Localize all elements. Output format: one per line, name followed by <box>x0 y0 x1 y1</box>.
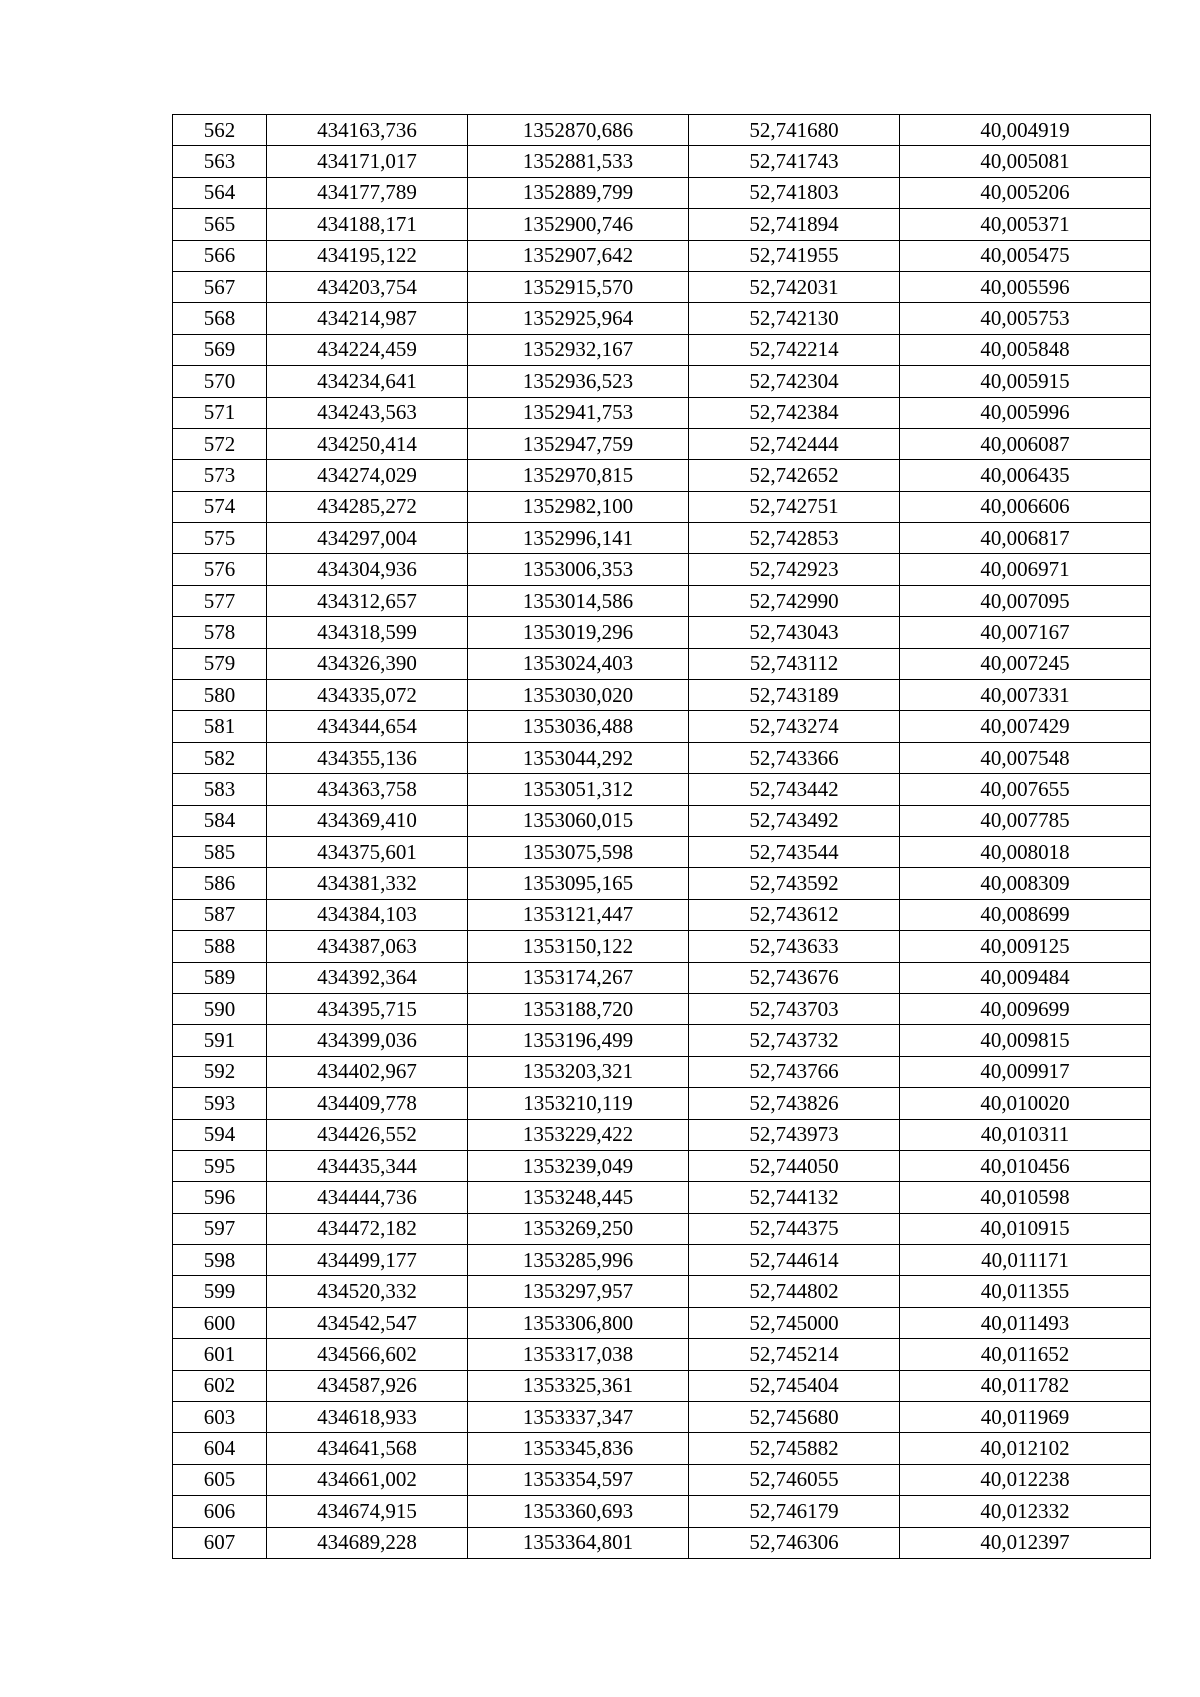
table-row <box>173 774 1151 805</box>
table-row <box>173 366 1151 397</box>
latitude-cell: 52,746055 <box>689 1464 900 1495</box>
point-number-cell: 597 <box>173 1213 267 1244</box>
x-coordinate-cell: 434355,136 <box>267 742 468 773</box>
longitude-cell: 40,010311 <box>900 1119 1151 1150</box>
y-coordinate-cell: 1353297,957 <box>468 1276 689 1307</box>
x-coordinate-cell: 434472,182 <box>267 1213 468 1244</box>
latitude-cell: 52,741955 <box>689 240 900 271</box>
point-number-cell: 606 <box>173 1496 267 1527</box>
x-coordinate-cell: 434392,364 <box>267 962 468 993</box>
point-number-cell: 591 <box>173 1025 267 1056</box>
x-coordinate-cell: 434304,936 <box>267 554 468 585</box>
latitude-cell: 52,743544 <box>689 836 900 867</box>
table-row <box>173 460 1151 491</box>
point-number-cell: 571 <box>173 397 267 428</box>
table-row <box>173 1056 1151 1087</box>
longitude-cell: 40,011969 <box>900 1402 1151 1433</box>
table-row <box>173 554 1151 585</box>
longitude-cell: 40,006606 <box>900 491 1151 522</box>
x-coordinate-cell: 434363,758 <box>267 774 468 805</box>
y-coordinate-cell: 1353248,445 <box>468 1182 689 1213</box>
longitude-cell: 40,005996 <box>900 397 1151 428</box>
x-coordinate-cell: 434250,414 <box>267 428 468 459</box>
table-row <box>173 868 1151 899</box>
latitude-cell: 52,745680 <box>689 1402 900 1433</box>
longitude-cell: 40,006435 <box>900 460 1151 491</box>
point-number-cell: 583 <box>173 774 267 805</box>
point-number-cell: 579 <box>173 648 267 679</box>
point-number-cell: 563 <box>173 146 267 177</box>
y-coordinate-cell: 1352996,141 <box>468 523 689 554</box>
y-coordinate-cell: 1353075,598 <box>468 836 689 867</box>
longitude-cell: 40,011782 <box>900 1370 1151 1401</box>
latitude-cell: 52,743274 <box>689 711 900 742</box>
point-number-cell: 595 <box>173 1150 267 1181</box>
point-number-cell: 564 <box>173 177 267 208</box>
longitude-cell: 40,011493 <box>900 1307 1151 1338</box>
y-coordinate-cell: 1353210,119 <box>468 1088 689 1119</box>
x-coordinate-cell: 434369,410 <box>267 805 468 836</box>
y-coordinate-cell: 1353345,836 <box>468 1433 689 1464</box>
latitude-cell: 52,743592 <box>689 868 900 899</box>
point-number-cell: 586 <box>173 868 267 899</box>
x-coordinate-cell: 434384,103 <box>267 899 468 930</box>
longitude-cell: 40,005206 <box>900 177 1151 208</box>
y-coordinate-cell: 1353317,038 <box>468 1339 689 1370</box>
longitude-cell: 40,010456 <box>900 1150 1151 1181</box>
table-row <box>173 1182 1151 1213</box>
table-row <box>173 271 1151 302</box>
table-row <box>173 1150 1151 1181</box>
latitude-cell: 52,743766 <box>689 1056 900 1087</box>
point-number-cell: 562 <box>173 115 267 146</box>
longitude-cell: 40,012332 <box>900 1496 1151 1527</box>
x-coordinate-cell: 434661,002 <box>267 1464 468 1495</box>
document-page <box>172 114 1151 1559</box>
y-coordinate-cell: 1353060,015 <box>468 805 689 836</box>
point-number-cell: 607 <box>173 1527 267 1558</box>
x-coordinate-cell: 434566,602 <box>267 1339 468 1370</box>
point-number-cell: 565 <box>173 209 267 240</box>
y-coordinate-cell: 1352881,533 <box>468 146 689 177</box>
table-row <box>173 1119 1151 1150</box>
x-coordinate-cell: 434312,657 <box>267 585 468 616</box>
latitude-cell: 52,743043 <box>689 617 900 648</box>
longitude-cell: 40,006971 <box>900 554 1151 585</box>
latitude-cell: 52,745404 <box>689 1370 900 1401</box>
x-coordinate-cell: 434163,736 <box>267 115 468 146</box>
table-row <box>173 491 1151 522</box>
x-coordinate-cell: 434402,967 <box>267 1056 468 1087</box>
latitude-cell: 52,743826 <box>689 1088 900 1119</box>
y-coordinate-cell: 1352915,570 <box>468 271 689 302</box>
longitude-cell: 40,010598 <box>900 1182 1151 1213</box>
longitude-cell: 40,007429 <box>900 711 1151 742</box>
y-coordinate-cell: 1352932,167 <box>468 334 689 365</box>
longitude-cell: 40,007167 <box>900 617 1151 648</box>
longitude-cell: 40,006087 <box>900 428 1151 459</box>
y-coordinate-cell: 1353325,361 <box>468 1370 689 1401</box>
longitude-cell: 40,007655 <box>900 774 1151 805</box>
latitude-cell: 52,744614 <box>689 1245 900 1276</box>
x-coordinate-cell: 434674,915 <box>267 1496 468 1527</box>
x-coordinate-cell: 434297,004 <box>267 523 468 554</box>
y-coordinate-cell: 1353095,165 <box>468 868 689 899</box>
x-coordinate-cell: 434520,332 <box>267 1276 468 1307</box>
latitude-cell: 52,742923 <box>689 554 900 585</box>
point-number-cell: 573 <box>173 460 267 491</box>
x-coordinate-cell: 434203,754 <box>267 271 468 302</box>
table-row <box>173 240 1151 271</box>
y-coordinate-cell: 1353337,347 <box>468 1402 689 1433</box>
longitude-cell: 40,005848 <box>900 334 1151 365</box>
x-coordinate-cell: 434435,344 <box>267 1150 468 1181</box>
longitude-cell: 40,009699 <box>900 993 1151 1024</box>
longitude-cell: 40,009484 <box>900 962 1151 993</box>
x-coordinate-cell: 434335,072 <box>267 680 468 711</box>
latitude-cell: 52,741894 <box>689 209 900 240</box>
y-coordinate-cell: 1353044,292 <box>468 742 689 773</box>
latitude-cell: 52,743676 <box>689 962 900 993</box>
longitude-cell: 40,007095 <box>900 585 1151 616</box>
point-number-cell: 569 <box>173 334 267 365</box>
point-number-cell: 588 <box>173 931 267 962</box>
point-number-cell: 582 <box>173 742 267 773</box>
point-number-cell: 570 <box>173 366 267 397</box>
x-coordinate-cell: 434426,552 <box>267 1119 468 1150</box>
table-row <box>173 146 1151 177</box>
table-row <box>173 993 1151 1024</box>
x-coordinate-cell: 434689,228 <box>267 1527 468 1558</box>
point-number-cell: 603 <box>173 1402 267 1433</box>
point-number-cell: 587 <box>173 899 267 930</box>
table-row <box>173 1527 1151 1558</box>
longitude-cell: 40,009815 <box>900 1025 1151 1056</box>
table-row <box>173 962 1151 993</box>
x-coordinate-cell: 434375,601 <box>267 836 468 867</box>
latitude-cell: 52,744375 <box>689 1213 900 1244</box>
y-coordinate-cell: 1353285,996 <box>468 1245 689 1276</box>
x-coordinate-cell: 434243,563 <box>267 397 468 428</box>
table-row <box>173 428 1151 459</box>
point-number-cell: 596 <box>173 1182 267 1213</box>
table-row <box>173 397 1151 428</box>
longitude-cell: 40,008018 <box>900 836 1151 867</box>
y-coordinate-cell: 1353354,597 <box>468 1464 689 1495</box>
x-coordinate-cell: 434399,036 <box>267 1025 468 1056</box>
latitude-cell: 52,743366 <box>689 742 900 773</box>
longitude-cell: 40,009125 <box>900 931 1151 962</box>
table-row <box>173 899 1151 930</box>
point-number-cell: 566 <box>173 240 267 271</box>
point-number-cell: 568 <box>173 303 267 334</box>
table-row <box>173 648 1151 679</box>
x-coordinate-cell: 434171,017 <box>267 146 468 177</box>
y-coordinate-cell: 1352925,964 <box>468 303 689 334</box>
table-row <box>173 836 1151 867</box>
table-row <box>173 303 1151 334</box>
latitude-cell: 52,743442 <box>689 774 900 805</box>
point-number-cell: 578 <box>173 617 267 648</box>
y-coordinate-cell: 1353036,488 <box>468 711 689 742</box>
x-coordinate-cell: 434381,332 <box>267 868 468 899</box>
y-coordinate-cell: 1352941,753 <box>468 397 689 428</box>
point-number-cell: 575 <box>173 523 267 554</box>
latitude-cell: 52,744050 <box>689 1150 900 1181</box>
table-row <box>173 931 1151 962</box>
point-number-cell: 576 <box>173 554 267 585</box>
latitude-cell: 52,742214 <box>689 334 900 365</box>
x-coordinate-cell: 434285,272 <box>267 491 468 522</box>
table-row <box>173 617 1151 648</box>
point-number-cell: 594 <box>173 1119 267 1150</box>
latitude-cell: 52,742652 <box>689 460 900 491</box>
y-coordinate-cell: 1352936,523 <box>468 366 689 397</box>
table-row <box>173 1433 1151 1464</box>
latitude-cell: 52,742853 <box>689 523 900 554</box>
latitude-cell: 52,746306 <box>689 1527 900 1558</box>
longitude-cell: 40,005475 <box>900 240 1151 271</box>
longitude-cell: 40,006817 <box>900 523 1151 554</box>
y-coordinate-cell: 1352947,759 <box>468 428 689 459</box>
y-coordinate-cell: 1353051,312 <box>468 774 689 805</box>
table-row <box>173 334 1151 365</box>
x-coordinate-cell: 434395,715 <box>267 993 468 1024</box>
table-row <box>173 1245 1151 1276</box>
table-row <box>173 523 1151 554</box>
longitude-cell: 40,005081 <box>900 146 1151 177</box>
y-coordinate-cell: 1353269,250 <box>468 1213 689 1244</box>
coordinates-table <box>172 114 1151 1559</box>
latitude-cell: 52,741743 <box>689 146 900 177</box>
y-coordinate-cell: 1353360,693 <box>468 1496 689 1527</box>
point-number-cell: 572 <box>173 428 267 459</box>
y-coordinate-cell: 1353030,020 <box>468 680 689 711</box>
y-coordinate-cell: 1353196,499 <box>468 1025 689 1056</box>
y-coordinate-cell: 1353306,800 <box>468 1307 689 1338</box>
table-row <box>173 1276 1151 1307</box>
longitude-cell: 40,011171 <box>900 1245 1151 1276</box>
table-row <box>173 805 1151 836</box>
latitude-cell: 52,742990 <box>689 585 900 616</box>
x-coordinate-cell: 434587,926 <box>267 1370 468 1401</box>
latitude-cell: 52,742031 <box>689 271 900 302</box>
x-coordinate-cell: 434188,171 <box>267 209 468 240</box>
x-coordinate-cell: 434444,736 <box>267 1182 468 1213</box>
latitude-cell: 52,742444 <box>689 428 900 459</box>
latitude-cell: 52,743973 <box>689 1119 900 1150</box>
latitude-cell: 52,742751 <box>689 491 900 522</box>
point-number-cell: 580 <box>173 680 267 711</box>
longitude-cell: 40,007548 <box>900 742 1151 773</box>
y-coordinate-cell: 1353024,403 <box>468 648 689 679</box>
x-coordinate-cell: 434409,778 <box>267 1088 468 1119</box>
table-row <box>173 1213 1151 1244</box>
y-coordinate-cell: 1352970,815 <box>468 460 689 491</box>
x-coordinate-cell: 434542,547 <box>267 1307 468 1338</box>
point-number-cell: 604 <box>173 1433 267 1464</box>
y-coordinate-cell: 1353188,720 <box>468 993 689 1024</box>
latitude-cell: 52,746179 <box>689 1496 900 1527</box>
x-coordinate-cell: 434318,599 <box>267 617 468 648</box>
table-row <box>173 1496 1151 1527</box>
y-coordinate-cell: 1352900,746 <box>468 209 689 240</box>
table-row <box>173 177 1151 208</box>
point-number-cell: 593 <box>173 1088 267 1119</box>
point-number-cell: 574 <box>173 491 267 522</box>
x-coordinate-cell: 434326,390 <box>267 648 468 679</box>
point-number-cell: 577 <box>173 585 267 616</box>
y-coordinate-cell: 1353364,801 <box>468 1527 689 1558</box>
latitude-cell: 52,743703 <box>689 993 900 1024</box>
y-coordinate-cell: 1352870,686 <box>468 115 689 146</box>
latitude-cell: 52,743189 <box>689 680 900 711</box>
point-number-cell: 590 <box>173 993 267 1024</box>
table-row <box>173 1464 1151 1495</box>
x-coordinate-cell: 434195,122 <box>267 240 468 271</box>
latitude-cell: 52,744132 <box>689 1182 900 1213</box>
point-number-cell: 585 <box>173 836 267 867</box>
point-number-cell: 601 <box>173 1339 267 1370</box>
x-coordinate-cell: 434177,789 <box>267 177 468 208</box>
latitude-cell: 52,743112 <box>689 648 900 679</box>
longitude-cell: 40,005915 <box>900 366 1151 397</box>
latitude-cell: 52,742304 <box>689 366 900 397</box>
latitude-cell: 52,743633 <box>689 931 900 962</box>
x-coordinate-cell: 434274,029 <box>267 460 468 491</box>
latitude-cell: 52,742130 <box>689 303 900 334</box>
y-coordinate-cell: 1353121,447 <box>468 899 689 930</box>
table-row <box>173 742 1151 773</box>
table-row <box>173 209 1151 240</box>
x-coordinate-cell: 434499,177 <box>267 1245 468 1276</box>
point-number-cell: 584 <box>173 805 267 836</box>
x-coordinate-cell: 434387,063 <box>267 931 468 962</box>
longitude-cell: 40,007785 <box>900 805 1151 836</box>
point-number-cell: 581 <box>173 711 267 742</box>
table-row <box>173 1088 1151 1119</box>
longitude-cell: 40,011652 <box>900 1339 1151 1370</box>
y-coordinate-cell: 1353174,267 <box>468 962 689 993</box>
longitude-cell: 40,011355 <box>900 1276 1151 1307</box>
y-coordinate-cell: 1353150,122 <box>468 931 689 962</box>
table-row <box>173 1402 1151 1433</box>
longitude-cell: 40,007331 <box>900 680 1151 711</box>
longitude-cell: 40,008309 <box>900 868 1151 899</box>
longitude-cell: 40,005371 <box>900 209 1151 240</box>
latitude-cell: 52,743492 <box>689 805 900 836</box>
y-coordinate-cell: 1352889,799 <box>468 177 689 208</box>
longitude-cell: 40,010020 <box>900 1088 1151 1119</box>
latitude-cell: 52,744802 <box>689 1276 900 1307</box>
table-row <box>173 680 1151 711</box>
latitude-cell: 52,745882 <box>689 1433 900 1464</box>
table-row <box>173 1370 1151 1401</box>
table-row <box>173 711 1151 742</box>
table-row <box>173 585 1151 616</box>
longitude-cell: 40,012238 <box>900 1464 1151 1495</box>
point-number-cell: 605 <box>173 1464 267 1495</box>
longitude-cell: 40,007245 <box>900 648 1151 679</box>
y-coordinate-cell: 1353006,353 <box>468 554 689 585</box>
coordinates-table-body <box>173 115 1151 1559</box>
table-row <box>173 1339 1151 1370</box>
latitude-cell: 52,745000 <box>689 1307 900 1338</box>
latitude-cell: 52,743612 <box>689 899 900 930</box>
latitude-cell: 52,741680 <box>689 115 900 146</box>
table-row <box>173 115 1151 146</box>
latitude-cell: 52,745214 <box>689 1339 900 1370</box>
point-number-cell: 589 <box>173 962 267 993</box>
point-number-cell: 592 <box>173 1056 267 1087</box>
point-number-cell: 600 <box>173 1307 267 1338</box>
point-number-cell: 567 <box>173 271 267 302</box>
y-coordinate-cell: 1353239,049 <box>468 1150 689 1181</box>
longitude-cell: 40,005596 <box>900 271 1151 302</box>
y-coordinate-cell: 1353203,321 <box>468 1056 689 1087</box>
longitude-cell: 40,010915 <box>900 1213 1151 1244</box>
longitude-cell: 40,004919 <box>900 115 1151 146</box>
longitude-cell: 40,009917 <box>900 1056 1151 1087</box>
latitude-cell: 52,742384 <box>689 397 900 428</box>
latitude-cell: 52,743732 <box>689 1025 900 1056</box>
table-row <box>173 1025 1151 1056</box>
latitude-cell: 52,741803 <box>689 177 900 208</box>
longitude-cell: 40,005753 <box>900 303 1151 334</box>
x-coordinate-cell: 434224,459 <box>267 334 468 365</box>
x-coordinate-cell: 434234,641 <box>267 366 468 397</box>
longitude-cell: 40,012102 <box>900 1433 1151 1464</box>
longitude-cell: 40,012397 <box>900 1527 1151 1558</box>
y-coordinate-cell: 1352982,100 <box>468 491 689 522</box>
point-number-cell: 598 <box>173 1245 267 1276</box>
table-row <box>173 1307 1151 1338</box>
y-coordinate-cell: 1352907,642 <box>468 240 689 271</box>
x-coordinate-cell: 434641,568 <box>267 1433 468 1464</box>
x-coordinate-cell: 434214,987 <box>267 303 468 334</box>
y-coordinate-cell: 1353014,586 <box>468 585 689 616</box>
longitude-cell: 40,008699 <box>900 899 1151 930</box>
point-number-cell: 602 <box>173 1370 267 1401</box>
x-coordinate-cell: 434344,654 <box>267 711 468 742</box>
x-coordinate-cell: 434618,933 <box>267 1402 468 1433</box>
point-number-cell: 599 <box>173 1276 267 1307</box>
y-coordinate-cell: 1353019,296 <box>468 617 689 648</box>
y-coordinate-cell: 1353229,422 <box>468 1119 689 1150</box>
